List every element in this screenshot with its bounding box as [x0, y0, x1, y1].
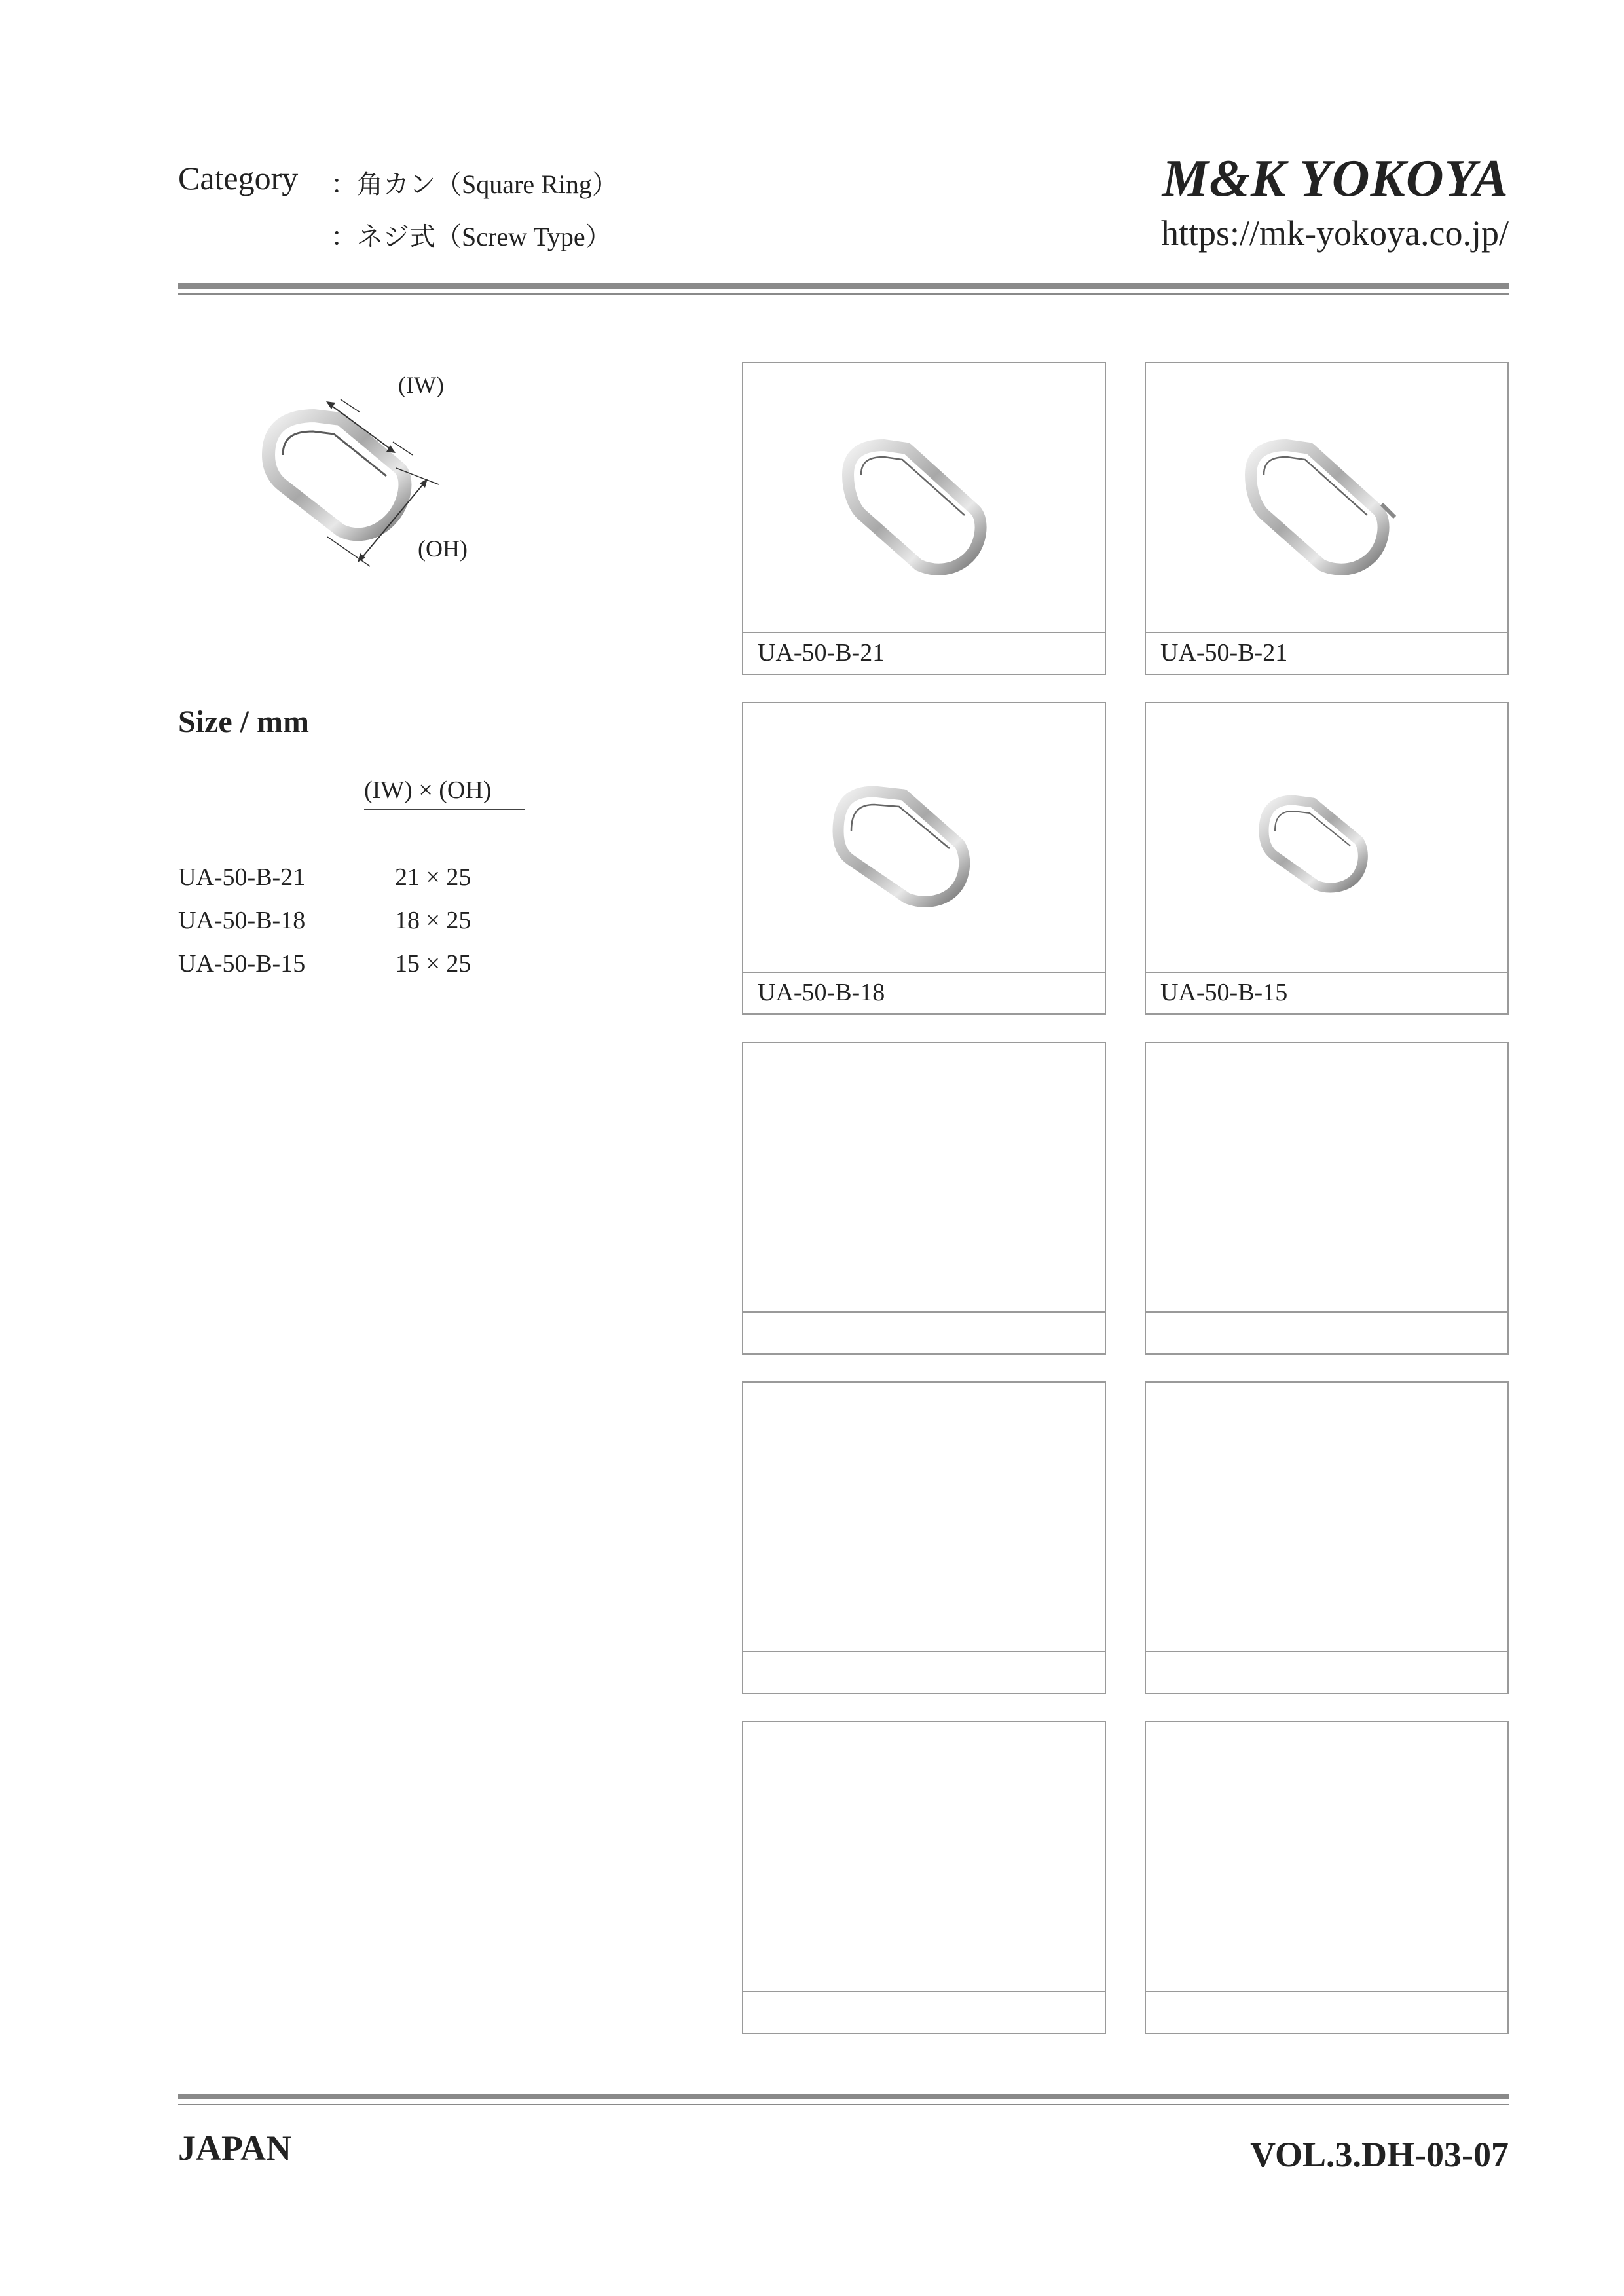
product-caption [743, 1311, 1105, 1353]
footer-catalog-code: VOL.3.DH-03-07 [1250, 2135, 1509, 2174]
product-card-empty [1145, 1381, 1509, 1694]
size-column-header: (IW) × (OH) [364, 776, 525, 810]
size-row-code: UA-50-B-21 [178, 864, 306, 891]
size-row-dims: 21 × 25 [395, 864, 471, 891]
size-row-code: UA-50-B-15 [178, 950, 306, 977]
product-card [742, 362, 1106, 675]
product-card-empty [742, 1721, 1106, 2034]
product-caption: UA-50-B-18 [743, 972, 1105, 1013]
category-label: Category [178, 160, 299, 196]
product-caption [743, 1991, 1105, 2033]
product-card-empty [1145, 1042, 1509, 1355]
category-value-screw-type: ：ネジ式（Screw Type） [331, 222, 612, 251]
footer-rule-top [178, 2094, 1509, 2099]
footer-country: JAPAN [178, 2128, 291, 2168]
size-row-code: UA-50-B-18 [178, 907, 306, 934]
product-card [1145, 362, 1509, 675]
square-ring-photo [743, 703, 1105, 972]
size-row-dims: 15 × 25 [395, 950, 471, 977]
oh-label: (OH) [418, 536, 468, 562]
dimension-diagram [242, 363, 504, 586]
header-rule-bottom [178, 293, 1509, 295]
product-caption [1146, 1311, 1507, 1353]
product-caption [1146, 1991, 1507, 2033]
category-value-square-ring: ：角カン（Square Ring） [331, 170, 618, 199]
product-card-empty [1145, 1721, 1509, 2034]
size-row-dims: 18 × 25 [395, 907, 471, 934]
product-card-empty [742, 1042, 1106, 1355]
square-ring-photo-front [743, 363, 1105, 632]
square-ring-photo-open-screw [1146, 363, 1507, 632]
product-caption: UA-50-B-15 [1146, 972, 1507, 1013]
size-title: Size / mm [178, 704, 309, 739]
square-ring-photo-small [1146, 703, 1507, 972]
product-caption [1146, 1651, 1507, 1693]
product-card [1145, 702, 1509, 1015]
footer-rule-bottom [178, 2104, 1509, 2105]
product-card [742, 702, 1106, 1015]
product-card-empty [742, 1381, 1106, 1694]
brand-name: M&K YOKOYA [1162, 150, 1509, 208]
header-rule-top [178, 283, 1509, 289]
iw-label: (IW) [398, 372, 444, 398]
product-caption: UA-50-B-21 [1146, 632, 1507, 674]
product-caption: UA-50-B-21 [743, 632, 1105, 674]
product-caption [743, 1651, 1105, 1693]
website-url[interactable]: https://mk-yokoya.co.jp/ [1161, 213, 1509, 253]
